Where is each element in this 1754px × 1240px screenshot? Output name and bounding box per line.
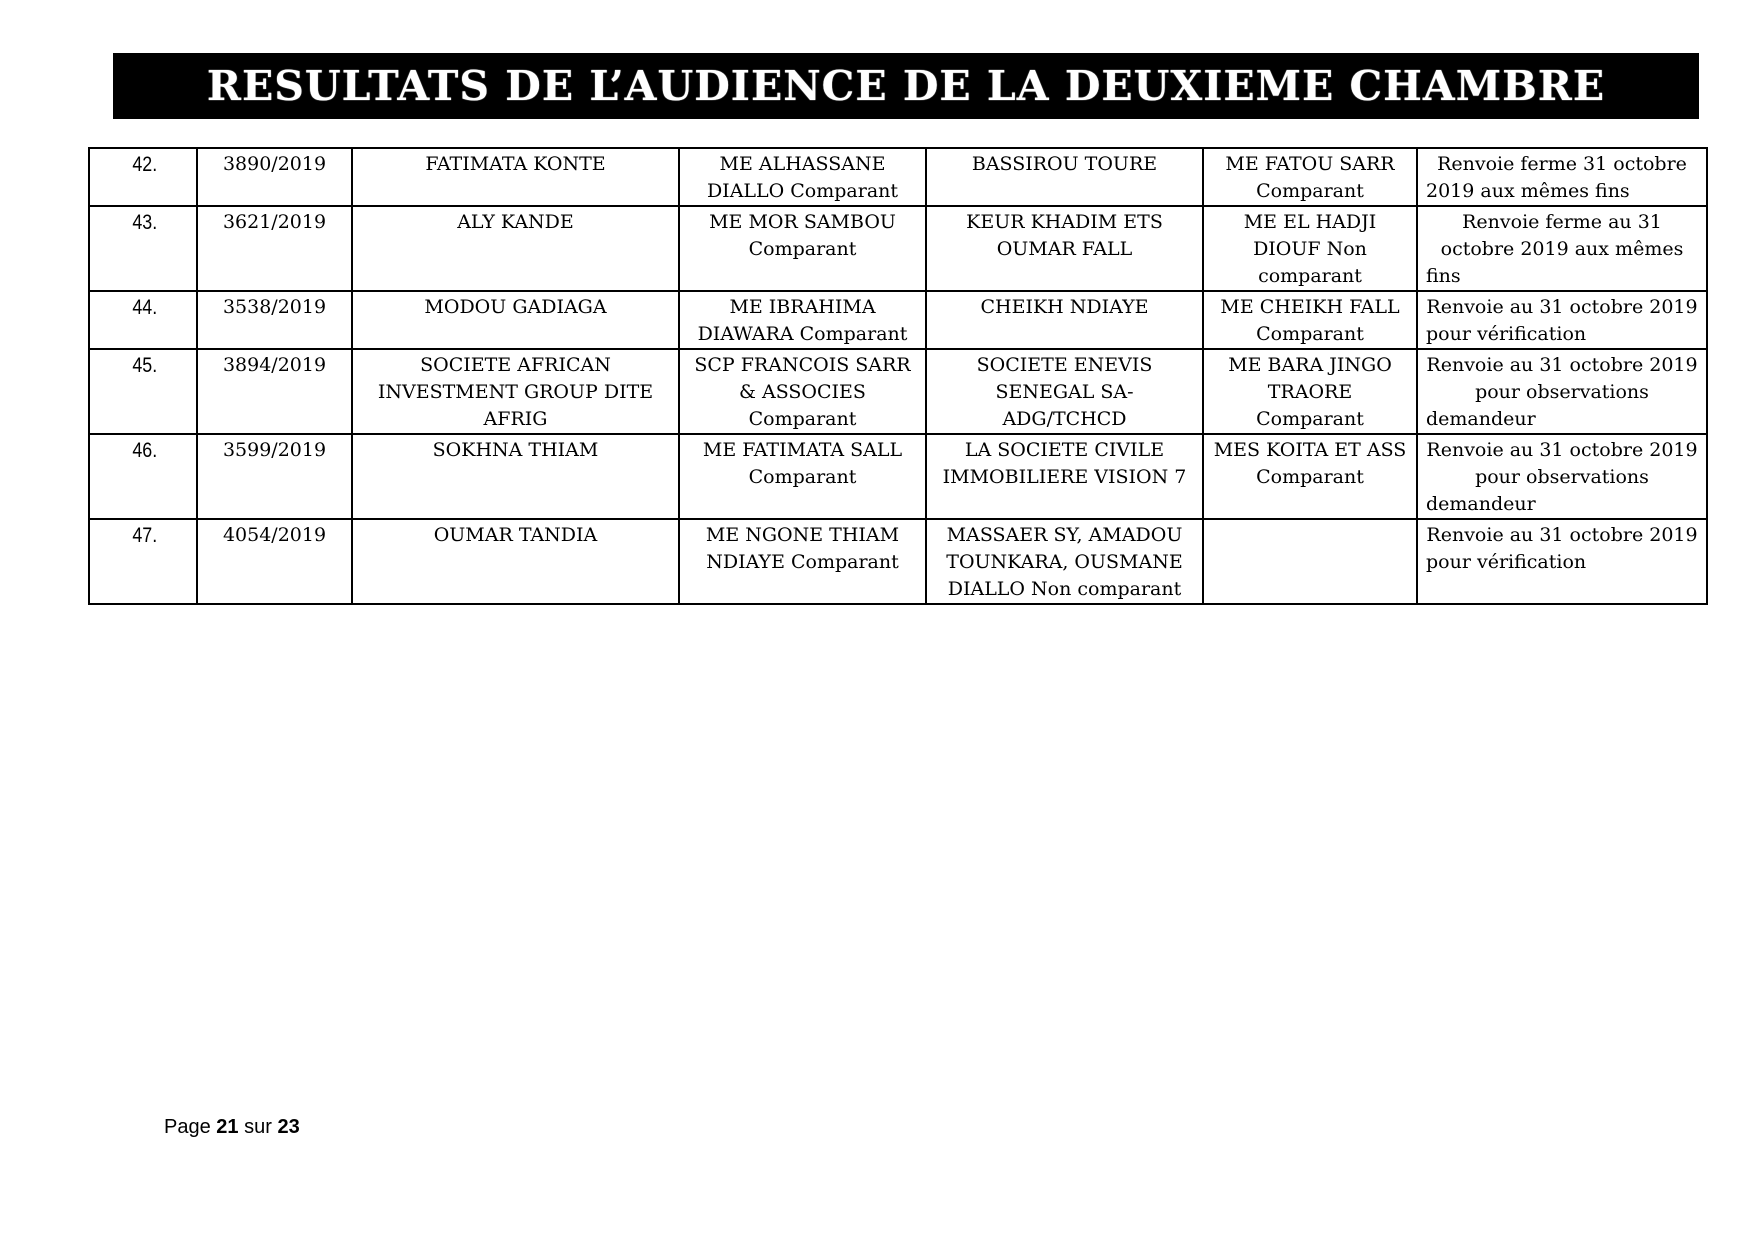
defendant: KEUR KHADIM ETS OUMAR FALL xyxy=(926,206,1203,291)
plaintiff-counsel: ME IBRAHIMA DIAWARA Comparant xyxy=(679,291,926,349)
case-number: 3538/2019 xyxy=(197,291,352,349)
page-footer xyxy=(164,1116,300,1139)
decision: Renvoie ferme 31 octobre 2019 aux mêmes fins xyxy=(1417,148,1707,206)
decision: Renvoie au 31 octobre 2019 pour vérification xyxy=(1417,291,1707,349)
current-page-number: 21 xyxy=(216,1116,239,1138)
row-number: 43. xyxy=(89,206,197,291)
defendant: MASSAER SY, AMADOU TOUNKARA, OUSMANE DIALLO Non comparant xyxy=(926,519,1203,604)
defendant: LA SOCIETE CIVILE IMMOBILIERE VISION 7 xyxy=(926,434,1203,519)
decision: Renvoie ferme au 31 octobre 2019 aux mêmes fins xyxy=(1417,206,1707,291)
plaintiff-counsel: ME MOR SAMBOU Comparant xyxy=(679,206,926,291)
decision: Renvoie au 31 octobre 2019 pour observations demandeur xyxy=(1417,434,1707,519)
defendant: CHEIKH NDIAYE xyxy=(926,291,1203,349)
plaintiff-counsel: ME ALHASSANE DIALLO Comparant xyxy=(679,148,926,206)
row-number: 45. xyxy=(89,349,197,434)
table-row xyxy=(89,519,1707,604)
case-number: 3890/2019 xyxy=(197,148,352,206)
defendant: SOCIETE ENEVIS SENEGAL SA-ADG/TCHCD xyxy=(926,349,1203,434)
table-row xyxy=(89,291,1707,349)
row-number: 47. xyxy=(89,519,197,604)
row-number: 42. xyxy=(89,148,197,206)
defendant: BASSIROU TOURE xyxy=(926,148,1203,206)
row-number: 44. xyxy=(89,291,197,349)
plaintiff-counsel: ME NGONE THIAM NDIAYE Comparant xyxy=(679,519,926,604)
page-separator: sur xyxy=(244,1116,272,1138)
defendant-counsel: ME BARA JINGO TRAORE Comparant xyxy=(1203,349,1417,434)
case-number: 3599/2019 xyxy=(197,434,352,519)
decision: Renvoie au 31 octobre 2019 pour observations demandeur xyxy=(1417,349,1707,434)
defendant-counsel: MES KOITA ET ASS Comparant xyxy=(1203,434,1417,519)
page-title-banner xyxy=(113,53,1699,119)
case-number: 4054/2019 xyxy=(197,519,352,604)
table-row xyxy=(89,434,1707,519)
page-label: Page xyxy=(164,1116,211,1138)
row-number: 46. xyxy=(89,434,197,519)
decision: Renvoie au 31 octobre 2019 pour vérification xyxy=(1417,519,1707,604)
plaintiff-counsel: ME FATIMATA SALL Comparant xyxy=(679,434,926,519)
page-title: RESULTATS DE L’AUDIENCE DE LA DEUXIEME CHAMBRE xyxy=(206,62,1606,110)
results-table xyxy=(88,147,1708,605)
case-number: 3894/2019 xyxy=(197,349,352,434)
table-row xyxy=(89,206,1707,291)
defendant-counsel xyxy=(1203,519,1417,604)
total-pages-number: 23 xyxy=(277,1116,300,1138)
plaintiff: OUMAR TANDIA xyxy=(352,519,679,604)
plaintiff: ALY KANDE xyxy=(352,206,679,291)
plaintiff: MODOU GADIAGA xyxy=(352,291,679,349)
table-row xyxy=(89,349,1707,434)
case-number: 3621/2019 xyxy=(197,206,352,291)
table-row xyxy=(89,148,1707,206)
plaintiff: FATIMATA KONTE xyxy=(352,148,679,206)
plaintiff: SOKHNA THIAM xyxy=(352,434,679,519)
defendant-counsel: ME EL HADJI DIOUF Non comparant xyxy=(1203,206,1417,291)
defendant-counsel: ME CHEIKH FALL Comparant xyxy=(1203,291,1417,349)
defendant-counsel: ME FATOU SARR Comparant xyxy=(1203,148,1417,206)
plaintiff: SOCIETE AFRICAN INVESTMENT GROUP DITE AFRIG xyxy=(352,349,679,434)
plaintiff-counsel: SCP FRANCOIS SARR & ASSOCIES Comparant xyxy=(679,349,926,434)
